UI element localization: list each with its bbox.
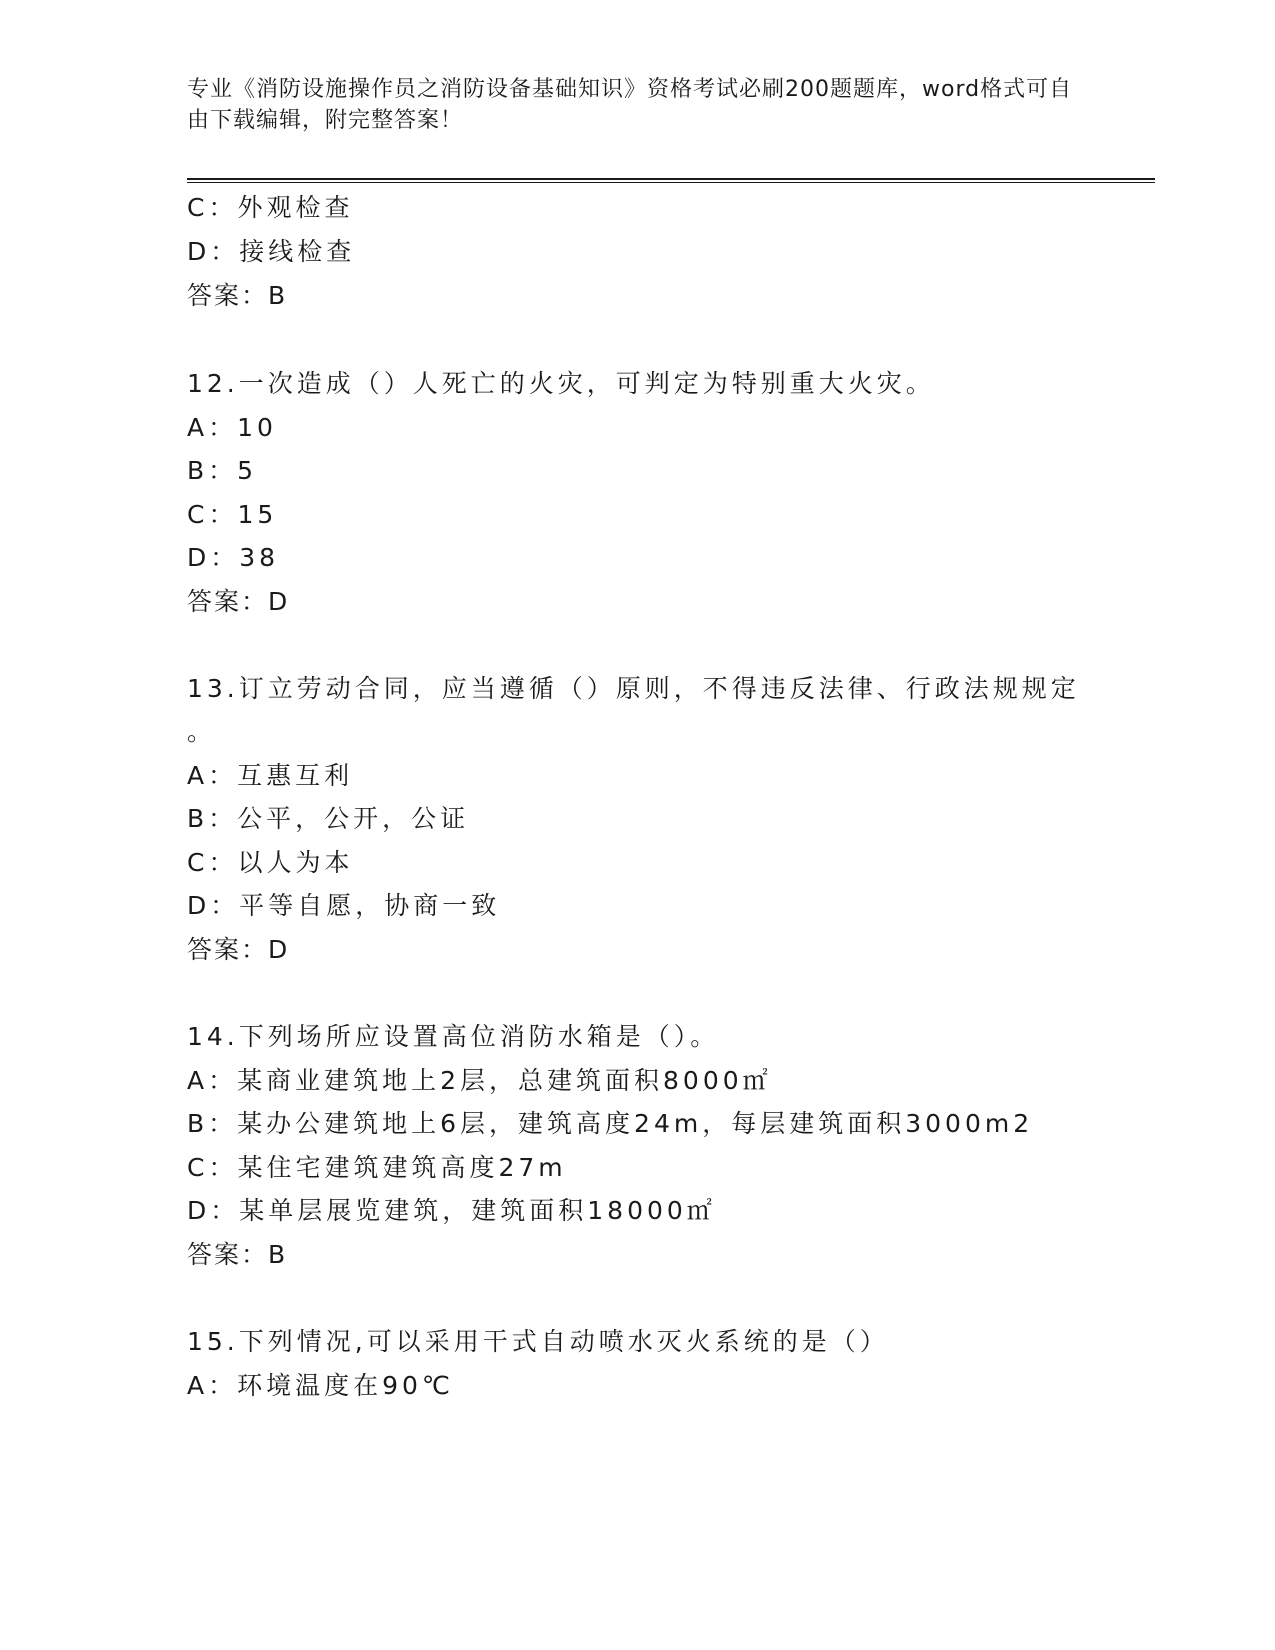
option-c: C：以人为本	[187, 848, 354, 877]
option-c: C：某住宅建筑建筑高度27m	[187, 1153, 567, 1182]
option-d: D：某单层展览建筑，建筑面积18000㎡	[187, 1196, 716, 1225]
question-14: 14.下列场所应设置高位消防水箱是（）。	[187, 1022, 720, 1051]
document-header: 专业《消防设施操作员之消防设备基础知识》资格考试必刷200题题库，word格式可自由下载编辑，附完整答案！	[187, 77, 1073, 133]
option-b: B：公平，公开，公证	[187, 804, 470, 833]
answer: 答案：B	[187, 1240, 288, 1269]
option-d: D：接线检查	[187, 237, 356, 266]
question-13-continuation: 。	[187, 717, 217, 746]
answer: 答案：D	[187, 935, 290, 964]
question-13: 13.订立劳动合同，应当遵循（）原则，不得违反法律、行政法规规定	[187, 674, 1080, 703]
question-15: 15.下列情况,可以采用干式自动喷水灭火系统的是（）	[187, 1327, 889, 1356]
question-12: 12.一次造成（）人死亡的火灾，可判定为特别重大火灾。	[187, 369, 935, 398]
header-divider-thick	[187, 178, 1155, 180]
option-a: A：10	[187, 413, 277, 442]
answer: 答案：B	[187, 281, 288, 310]
option-d: D：38	[187, 543, 280, 572]
option-a: A：环境温度在90℃	[187, 1371, 454, 1400]
option-c: C：15	[187, 500, 278, 529]
option-c: C：外观检查	[187, 193, 354, 222]
option-b: B：某办公建筑地上6层，建筑高度24m，每层建筑面积3000m2	[187, 1109, 1034, 1138]
option-d: D：平等自愿，协商一致	[187, 891, 501, 920]
option-b: B：5	[187, 456, 258, 485]
option-a: A：互惠互利	[187, 761, 354, 790]
answer: 答案：D	[187, 587, 290, 616]
option-a: A：某商业建筑地上2层，总建筑面积8000㎡	[187, 1066, 772, 1095]
header-divider-thin	[187, 182, 1155, 183]
